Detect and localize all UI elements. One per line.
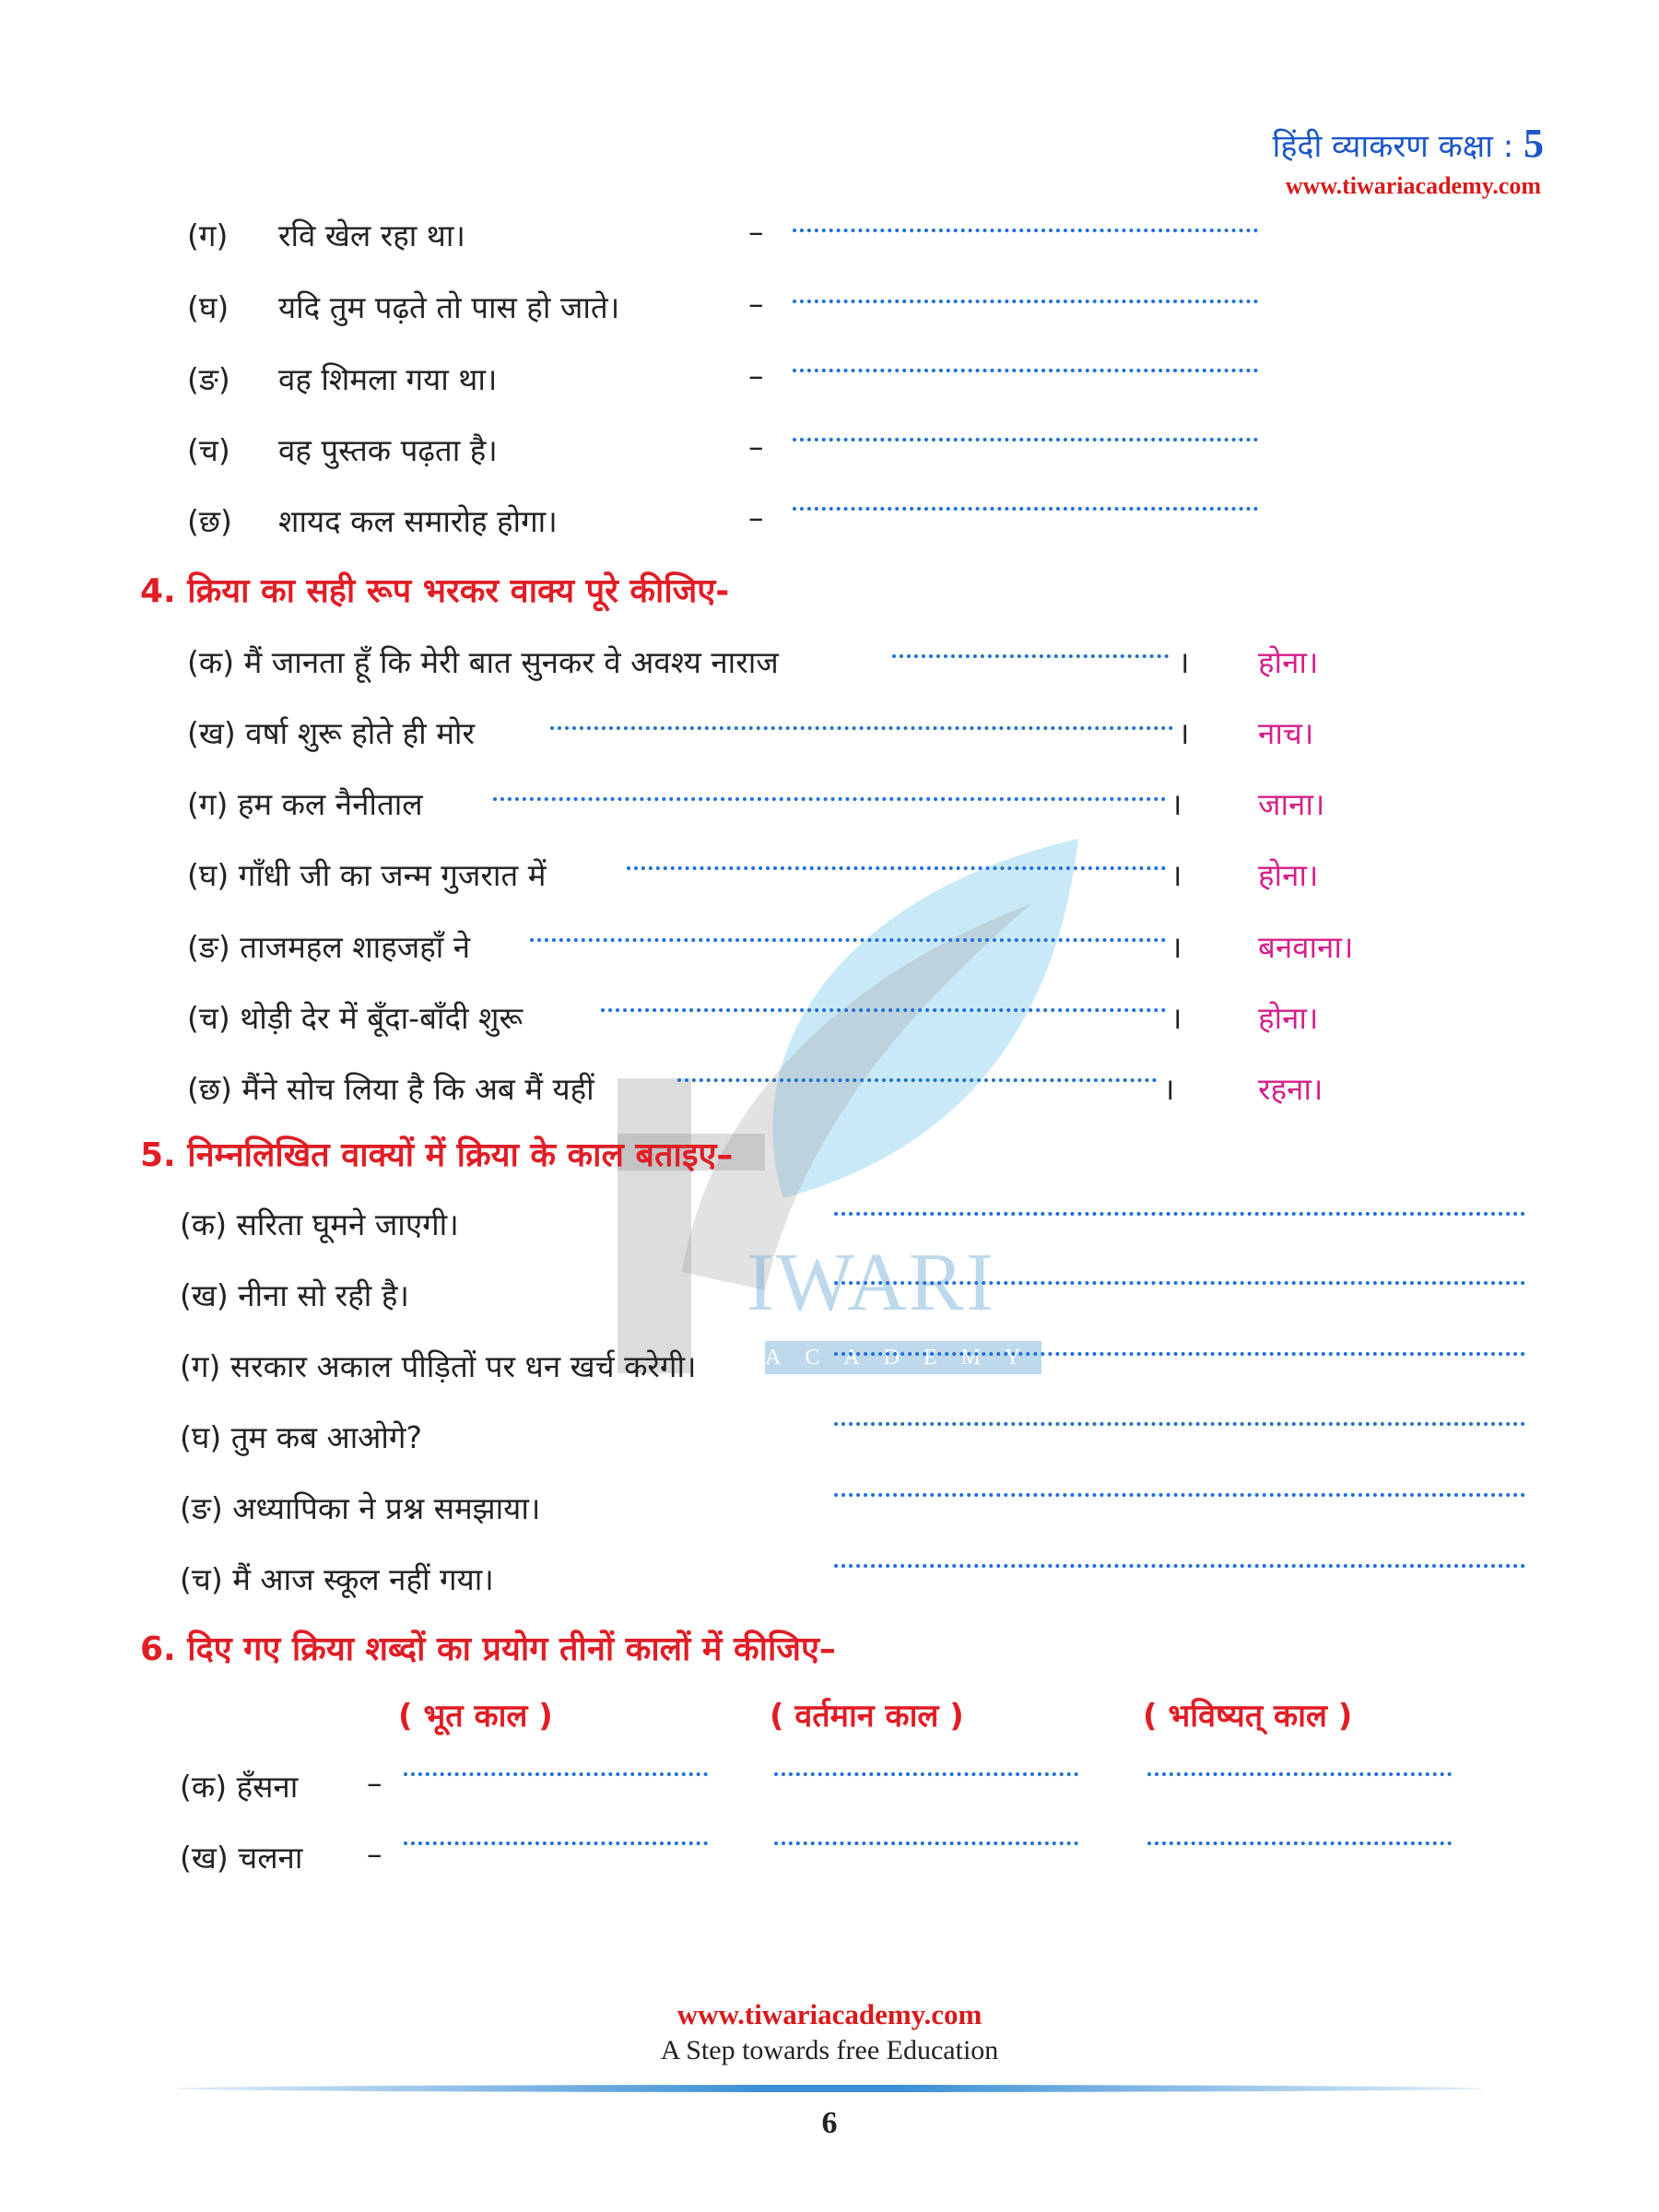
header-url: www.tiwariacademy.com	[1285, 172, 1541, 199]
answer-blank[interactable]	[1147, 1841, 1452, 1845]
column-past-tense: ( भूत काल )	[398, 1698, 553, 1735]
s5-item-text: (क) सरिता घूमने जाएगी।	[180, 1206, 459, 1242]
footer-divider	[175, 2085, 1484, 2092]
header-grade: 5	[1524, 121, 1544, 166]
answer-blank[interactable]	[601, 1008, 1166, 1012]
s4-item-text: (घ) गाँधी जी का जन्म गुजरात में	[187, 857, 547, 893]
s4-item-danda: ।	[1178, 715, 1190, 751]
answer-blank[interactable]	[834, 1281, 1525, 1285]
answer-blank[interactable]	[774, 1772, 1078, 1776]
s3-item-text: रवि खेल रहा था।	[278, 218, 465, 253]
section-4-heading: 4. क्रिया का सही रूप भरकर वाक्य पूरे कीजिए-	[140, 572, 730, 610]
header-title-text: हिंदी व्याकरण कक्षा :	[1272, 128, 1514, 165]
s3-item-label: (ङ)	[187, 361, 230, 397]
answer-blank[interactable]	[892, 654, 1169, 658]
answer-blank[interactable]	[793, 507, 1258, 511]
s4-item-verb: बनवाना।	[1258, 929, 1354, 965]
s4-item-verb: रहना।	[1258, 1071, 1324, 1107]
answer-blank[interactable]	[834, 1564, 1525, 1568]
header-title	[1273, 120, 1544, 167]
answer-blank[interactable]	[834, 1422, 1525, 1426]
s3-item-dash: –	[748, 286, 764, 322]
s4-item-danda: ।	[1171, 857, 1182, 893]
answer-blank[interactable]	[493, 797, 1166, 801]
s6-item-dash: –	[367, 1836, 382, 1872]
s4-item-danda: ।	[1171, 929, 1182, 965]
answer-blank[interactable]	[793, 300, 1258, 303]
page-number: 6	[821, 2106, 838, 2140]
s4-item-text: (ख) वर्षा शुरू होते ही मोर	[187, 715, 475, 751]
s3-item-text: वह शिमला गया था।	[278, 361, 498, 397]
s4-item-verb: होना।	[1258, 644, 1319, 680]
watermark-text: IWARI	[747, 1237, 995, 1328]
s4-item-danda: ।	[1171, 1000, 1182, 1036]
answer-blank[interactable]	[793, 229, 1258, 232]
s6-item-text: (क) हँसना	[180, 1769, 299, 1805]
s4-item-danda: ।	[1178, 644, 1190, 680]
s6-item-text: (ख) चलना	[180, 1840, 303, 1876]
s4-item-text: (छ) मैंने सोच लिया है कि अब मैं यहीं	[187, 1071, 594, 1107]
s3-item-text: वह पुस्तक पढ़ता है।	[278, 432, 498, 468]
s5-item-text: (ग) सरकार अकाल पीड़ितों पर धन खर्च करेगी।	[180, 1348, 697, 1384]
s5-item-text: (च) मैं आज स्कूल नहीं गया।	[180, 1561, 494, 1597]
s3-item-label: (च)	[187, 432, 230, 468]
s4-item-verb: होना।	[1258, 1000, 1319, 1036]
s4-item-text: (ग) हम कल नैनीताल	[187, 786, 423, 822]
answer-blank[interactable]	[834, 1352, 1525, 1356]
s3-item-dash: –	[748, 358, 764, 394]
s5-item-text: (ङ) अध्यापिका ने प्रश्न समझाया।	[180, 1490, 541, 1526]
answer-blank[interactable]	[1147, 1772, 1452, 1776]
s4-item-danda: ।	[1171, 786, 1182, 822]
answer-blank[interactable]	[793, 438, 1258, 441]
answer-blank[interactable]	[834, 1212, 1525, 1216]
section-5-heading: 5. निम्नलिखित वाक्यों में क्रिया के काल बताइए–	[140, 1136, 734, 1174]
answer-blank[interactable]	[627, 866, 1166, 870]
s4-item-text: (च) थोड़ी देर में बूँदा-बाँदी शुरू	[187, 1000, 524, 1036]
answer-blank[interactable]	[550, 726, 1173, 730]
column-present-tense: ( वर्तमान काल )	[770, 1698, 964, 1735]
answer-blank[interactable]	[677, 1078, 1157, 1082]
answer-blank[interactable]	[834, 1493, 1525, 1497]
s5-item-text: (ख) नीना सो रही है।	[180, 1277, 409, 1313]
answer-blank[interactable]	[404, 1841, 708, 1845]
column-future-tense: ( भविष्यत् काल )	[1143, 1698, 1353, 1735]
s3-item-label: (छ)	[187, 503, 232, 539]
s3-item-dash: –	[748, 429, 764, 465]
answer-blank[interactable]	[793, 369, 1258, 372]
answer-blank[interactable]	[404, 1772, 708, 1776]
section-6-heading: 6. दिए गए क्रिया शब्दों का प्रयोग तीनों कालों में कीजिए–	[140, 1630, 836, 1668]
s3-item-label: (ग)	[187, 218, 229, 253]
s3-item-dash: –	[748, 214, 764, 250]
s4-item-verb: जाना।	[1258, 786, 1325, 822]
s3-item-text: यदि तुम पढ़ते तो पास हो जाते।	[278, 289, 620, 325]
s5-item-text: (घ) तुम कब आओगे?	[180, 1419, 423, 1455]
s6-item-dash: –	[367, 1765, 382, 1801]
s4-item-verb: नाच।	[1258, 715, 1314, 751]
s3-item-label: (घ)	[187, 289, 229, 325]
watermark-subtext: ACADEMY	[765, 1341, 1041, 1374]
answer-blank[interactable]	[774, 1841, 1078, 1845]
s4-item-text: (ङ) ताजमहल शाहजहाँ ने	[187, 929, 471, 965]
s3-item-dash: –	[748, 500, 764, 535]
answer-blank[interactable]	[530, 938, 1166, 942]
s3-item-text: शायद कल समारोह होगा।	[278, 503, 558, 539]
s4-item-danda: ।	[1163, 1071, 1175, 1107]
s4-item-verb: होना।	[1258, 857, 1319, 893]
footer-url[interactable]: www.tiwariacademy.com	[677, 1998, 982, 2030]
s4-item-text: (क) मैं जानता हूँ कि मेरी बात सुनकर वे अवश्य नाराज	[187, 644, 779, 680]
footer-tagline: A Step towards free Education	[660, 2035, 999, 2065]
